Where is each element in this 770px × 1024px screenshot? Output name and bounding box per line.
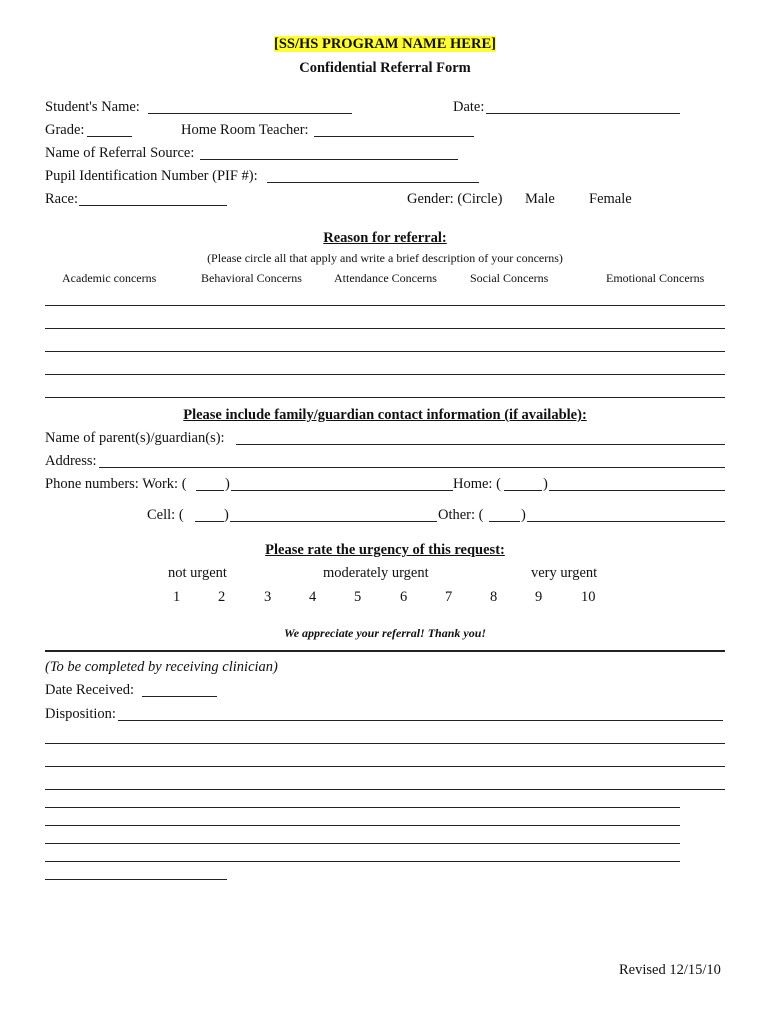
urgency-mid-label: moderately urgent <box>323 565 429 581</box>
urgency-option-10[interactable]: 10 <box>581 589 596 605</box>
phone-work-label: Phone numbers: Work: ( <box>45 476 187 492</box>
race-label: Race: <box>45 191 79 207</box>
work-phone-field[interactable] <box>231 490 453 491</box>
disposition-line[interactable] <box>45 825 680 826</box>
work-area-code-field[interactable] <box>196 490 224 491</box>
other-phone-field[interactable] <box>527 521 725 522</box>
other-phone-label: Other: ( <box>438 507 484 523</box>
urgency-option-1[interactable]: 1 <box>173 589 181 605</box>
home-phone-field[interactable] <box>549 490 725 491</box>
disposition-line[interactable] <box>45 807 680 808</box>
disposition-label: Disposition: <box>45 706 116 722</box>
disposition-line[interactable] <box>45 879 227 880</box>
disposition-line[interactable] <box>45 766 725 767</box>
urgency-option-6[interactable]: 6 <box>400 589 408 605</box>
paren-close: ) <box>224 507 229 523</box>
home-room-teacher-label: Home Room Teacher: <box>181 122 309 138</box>
reason-instruction: (Please circle all that apply and write a brief description of your concerns) <box>207 251 563 265</box>
reason-title: Reason for referral: <box>323 230 447 246</box>
pif-field[interactable] <box>267 182 479 183</box>
paren-close: ) <box>543 476 548 492</box>
race-field[interactable] <box>79 205 227 206</box>
grade-field[interactable] <box>87 136 132 137</box>
urgency-option-2[interactable]: 2 <box>218 589 226 605</box>
address-label: Address: <box>45 453 97 469</box>
urgency-low-label: not urgent <box>168 565 227 581</box>
option-academic[interactable]: Academic concerns <box>62 271 157 285</box>
gender-female-option[interactable]: Female <box>589 191 632 207</box>
urgency-option-5[interactable]: 5 <box>354 589 362 605</box>
paren-close: ) <box>225 476 230 492</box>
reason-line[interactable] <box>45 374 725 375</box>
reason-line[interactable] <box>45 351 725 352</box>
revised-date: Revised 12/15/10 <box>619 962 721 978</box>
date-field[interactable] <box>486 113 680 114</box>
disposition-field[interactable] <box>118 720 723 721</box>
urgency-option-3[interactable]: 3 <box>264 589 272 605</box>
thanks-message: We appreciate your referral! Thank you! <box>283 626 487 640</box>
urgency-option-7[interactable]: 7 <box>445 589 453 605</box>
urgency-title: Please rate the urgency of this request: <box>265 542 505 558</box>
student-name-label: Student's Name: <box>45 99 140 115</box>
reason-line[interactable] <box>45 397 725 398</box>
reason-line[interactable] <box>45 328 725 329</box>
disposition-line[interactable] <box>45 743 725 744</box>
parents-field[interactable] <box>236 444 725 445</box>
student-name-field[interactable] <box>148 113 352 114</box>
urgency-option-4[interactable]: 4 <box>309 589 317 605</box>
cell-label: Cell: ( <box>147 507 184 523</box>
section-divider <box>45 650 725 652</box>
family-title: Please include family/guardian contact information (if available): <box>183 407 587 423</box>
option-social[interactable]: Social Concerns <box>470 271 549 285</box>
grade-label: Grade: <box>45 122 85 138</box>
referral-source-field[interactable] <box>200 159 458 160</box>
urgency-option-8[interactable]: 8 <box>490 589 498 605</box>
reason-line[interactable] <box>45 305 725 306</box>
date-received-field[interactable] <box>142 696 217 697</box>
option-attendance[interactable]: Attendance Concerns <box>334 271 437 285</box>
cell-phone-field[interactable] <box>230 521 437 522</box>
program-name: [SS/HS PROGRAM NAME HERE] <box>274 36 496 52</box>
date-received-label: Date Received: <box>45 682 134 698</box>
disposition-line[interactable] <box>45 843 680 844</box>
home-area-code-field[interactable] <box>504 490 542 491</box>
urgency-option-9[interactable]: 9 <box>535 589 543 605</box>
disposition-line[interactable] <box>45 861 680 862</box>
home-room-teacher-field[interactable] <box>314 136 474 137</box>
paren-close: ) <box>521 507 526 523</box>
other-area-code-field[interactable] <box>489 521 520 522</box>
address-field[interactable] <box>99 467 725 468</box>
referral-source-label: Name of Referral Source: <box>45 145 195 161</box>
parents-label: Name of parent(s)/guardian(s): <box>45 430 225 446</box>
gender-male-option[interactable]: Male <box>525 191 555 207</box>
home-phone-label: Home: ( <box>453 476 501 492</box>
date-label: Date: <box>453 99 485 115</box>
option-emotional[interactable]: Emotional Concerns <box>606 271 705 285</box>
cell-area-code-field[interactable] <box>195 521 224 522</box>
gender-label: Gender: (Circle) <box>407 191 503 207</box>
option-behavioral[interactable]: Behavioral Concerns <box>201 271 302 285</box>
clinician-note: (To be completed by receiving clinician) <box>45 659 278 675</box>
pif-label: Pupil Identification Number (PIF #): <box>45 168 258 184</box>
header <box>0 36 770 53</box>
form-title: Confidential Referral Form <box>299 60 471 76</box>
disposition-line[interactable] <box>45 789 725 790</box>
urgency-high-label: very urgent <box>531 565 598 581</box>
